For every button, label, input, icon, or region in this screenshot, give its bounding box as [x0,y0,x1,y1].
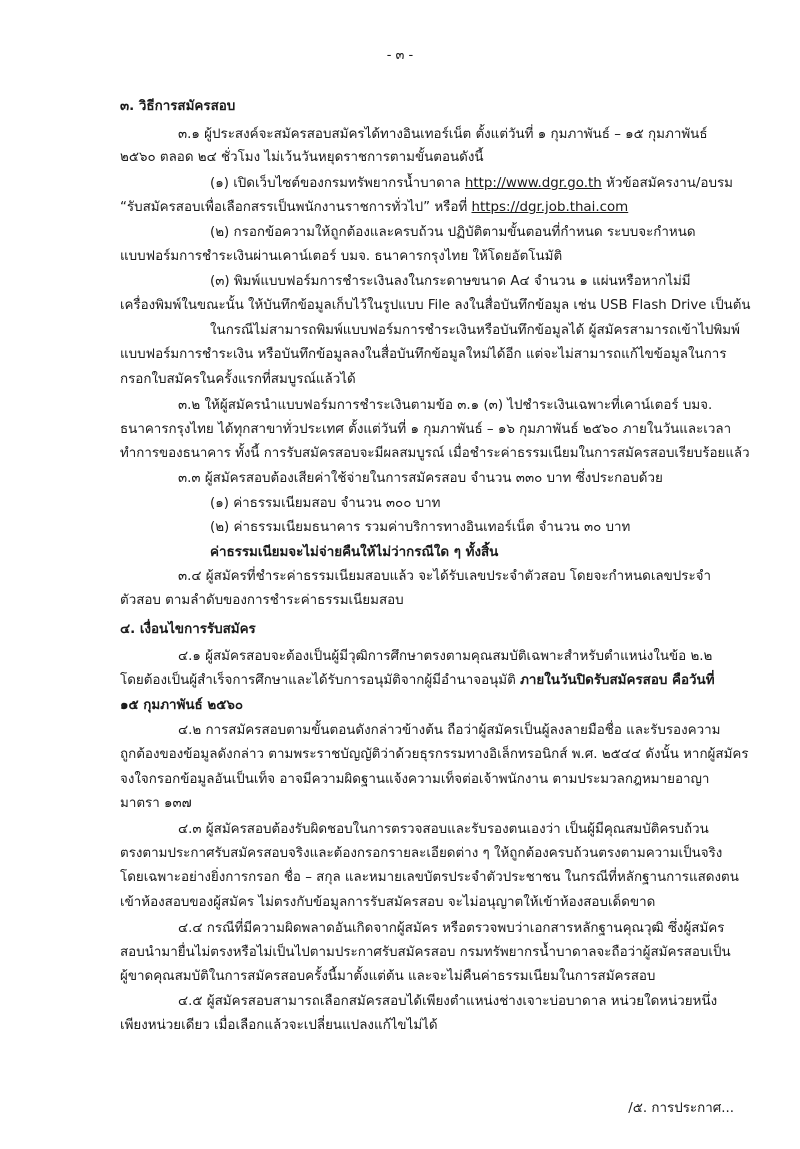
paragraph-4-4-line-3: ผู้ขาดคุณสมบัติในการสมัครสอบครั้งนี้มาตั้งแต่ต้น และจะไม่คืนค่าธรรมเนียมในการสมัครสอบ [120,969,656,984]
deadline-emphasis: ภายในวันปิดรับสมัครสอบ คือวันที่ [520,673,715,688]
paragraph-3-2-line-1: ๓.๒ ให้ผู้สมัครนำแบบฟอร์มการชำระเงินตามข้อ ๓.๑ (๓) ไปชำระเงินเฉพาะที่เคาน์เตอร์ บมจ. [178,398,713,413]
step-3-line-5: กรอกใบสมัครในครั้งแรกที่สมบูรณ์แล้วได้ [120,372,356,387]
dgr-website-link[interactable]: http://www.dgr.go.th [464,176,602,191]
step-2-line-1: (๒) กรอกข้อความให้ถูกต้องและครบถ้วน ปฏิบัติตามขั้นตอนที่กำหนด ระบบจะกำหนด [210,225,696,240]
paragraph-4-2-line-2: ถูกต้องของข้อมูลดังกล่าว ตามพระราชบัญญัติว่าด้วยธุรกรรมทางอิเล็กทรอนิกส์ พ.ศ. ๒๕๔๔ ดังนั้น หากผู้สมัคร [120,747,749,762]
paragraph-3-1-line-2: ๒๕๖๐ ตลอด ๒๔ ชั่วโมง ไม่เว้นวันหยุดราชการตามขั้นตอนดังนี้ [120,150,484,165]
section-3-heading: ๓. วิธีการสมัครสอบ [120,99,236,114]
non-refund-notice: ค่าธรรมเนียมจะไม่จ่ายคืนให้ไม่ว่ากรณีใด ๆ ทั้งสิ้น [210,545,499,560]
step-3-line-3: ในกรณีไม่สามารถพิมพ์แบบฟอร์มการชำระเงินหรือบันทึกข้อมูลได้ ผู้สมัครสามารถเข้าไปพิมพ์ [210,323,740,338]
step-2-line-2: แบบฟอร์มการชำระเงินผ่านเคาน์เตอร์ บมจ. ธนาคารกรุงไทย ให้โดยอัตโนมัติ [120,249,563,264]
step-1-line-1: (๑) เปิดเว็บไซต์ของกรมทรัพยากรน้ำบาดาล http://www.dgr.go.th หัวข้อสมัครงาน/อบรม [210,176,733,191]
paragraph-4-5-line-1: ๔.๕ ผู้สมัครสอบสามารถเลือกสมัครสอบได้เพียงตำแหน่งช่างเจาะบ่อบาดาล หน่วยใดหน่วยหนึ่ง [178,994,718,1009]
paragraph-4-2-line-4: มาตรา ๑๓๗ [120,796,192,811]
paragraph-4-2-line-3: จงใจกรอกข้อมูลอันเป็นเท็จ อาจมีความผิดฐานแจ้งความเท็จต่อเจ้าพนักงาน ตามประมวลกฎหมายอาญา [120,772,710,787]
paragraph-3-2-line-3: ทำการของธนาคาร ทั้งนี้ การรับสมัครสอบจะมีผลสมบูรณ์ เมื่อชำระค่าธรรมเนียมในการสมัครสอบเรียบร้อยแล้ว [120,446,750,461]
paragraph-3-3-line-1: ๓.๓ ผู้สมัครสอบต้องเสียค่าใช้จ่ายในการสมัครสอบ จำนวน ๓๓๐ บาท ซึ่งประกอบด้วย [178,471,663,486]
paragraph-4-1-line-3: ๑๕ กุมภาพันธ์ ๒๕๖๐ [120,698,244,713]
paragraph-4-5-line-2: เพียงหน่วยเดียว เมื่อเลือกแล้วจะเปลี่ยนแปลงแก้ไขไม่ได้ [120,1018,438,1033]
paragraph-4-4-line-2: สอบนำมายื่นไม่ตรงหรือไม่เป็นไปตามประกาศรับสมัครสอบ กรมทรัพยากรน้ำบาดาลจะถือว่าผู้สมัครสอบเป็น [120,945,731,960]
page-number: - ๓ - [386,48,414,63]
continuation-note: /๕. การประกาศ... [628,1101,734,1116]
paragraph-3-2-line-2: ธนาคารกรุงไทย ได้ทุกสาขาทั่วประเทศ ตั้งแต่วันที่ ๑ กุมภาพันธ์ – ๑๖ กุมภาพันธ์ ๒๕๖๐ ภายในวันและเวลา [120,422,732,437]
fee-item-2: (๒) ค่าธรรมเนียมธนาคาร รวมค่าบริการทางอินเทอร์เน็ต จำนวน ๓๐ บาท [210,520,631,535]
step-3-line-2: เครื่องพิมพ์ในขณะนั้น ให้บันทึกข้อมูลเก็บไว้ในรูปแบบ File ลงในสื่อบันทึกข้อมูล เช่น USB Flash Drive เป็นต้น [120,298,751,313]
fee-item-1: (๑) ค่าธรรมเนียมสอบ จำนวน ๓๐๐ บาท [210,496,441,511]
paragraph-4-3-line-2: ตรงตามประกาศรับสมัครสอบจริงและต้องกรอกรายละเอียดต่าง ๆ ให้ถูกต้องครบถ้วนตรงตามความเป็นจริง [120,846,723,861]
step-3-line-1: (๓) พิมพ์แบบฟอร์มการชำระเงินลงในกระดาษขนาด A๔ จำนวน ๑ แผ่นหรือหากไม่มี [210,274,691,289]
step-1-line-2: “รับสมัครสอบเพื่อเลือกสรรเป็นพนักงานราชการทั่วไป” หรือที่ https://dgr.job.thai.com [120,200,629,215]
paragraph-4-4-line-1: ๔.๔ กรณีที่มีความผิดพลาดอันเกิดจากผู้สมัคร หรือตรวจพบว่าเอกสารหลักฐานคุณวุฒิ ซึ่งผู้สมัคร [178,921,725,936]
paragraph-4-3-line-4: เข้าห้องสอบของผู้สมัคร ไม่ตรงกับข้อมูลการรับสมัครสอบ จะไม่อนุญาตให้เข้าห้องสอบเด็ดขาด [120,895,656,910]
paragraph-3-1-line-1: ๓.๑ ผู้ประสงค์จะสมัครสอบสมัครได้ทางอินเทอร์เน็ต ตั้งแต่วันที่ ๑ กุมภาพันธ์ – ๑๕ กุมภาพันธ์ [178,127,708,142]
paragraph-4-1-line-1: ๔.๑ ผู้สมัครสอบจะต้องเป็นผู้มีวุฒิการศึกษาตรงตามคุณสมบัติเฉพาะสำหรับตำแหน่งในข้อ ๒.๒ [178,649,713,664]
paragraph-3-4-line-2: ตัวสอบ ตามลำดับของการชำระค่าธรรมเนียมสอบ [120,593,404,608]
paragraph-4-3-line-1: ๔.๓ ผู้สมัครสอบต้องรับผิดชอบในการตรวจสอบและรับรองตนเองว่า เป็นผู้มีคุณสมบัติครบถ้วน [178,822,709,837]
job-website-link[interactable]: https://dgr.job.thai.com [471,200,629,215]
section-4-heading: ๔. เงื่อนไขการรับสมัคร [120,622,256,637]
paragraph-4-1-line-2: โดยต้องเป็นผู้สำเร็จการศึกษาและได้รับการอนุมัติจากผู้มีอำนาจอนุมัติ ภายในวันปิดรับสมัครสอบ คือวันที่ [120,673,715,688]
step-3-line-4: แบบฟอร์มการชำระเงิน หรือบันทึกข้อมูลลงในสื่อบันทึกข้อมูลใหม่ได้อีก แต่จะไม่สามารถแก้ไขข้อมูลในการ [120,347,727,362]
paragraph-3-4-line-1: ๓.๔ ผู้สมัครที่ชำระค่าธรรมเนียมสอบแล้ว จะได้รับเลขประจำตัวสอบ โดยจะกำหนดเลขประจำ [178,569,712,584]
paragraph-4-2-line-1: ๔.๒ การสมัครสอบตามขั้นตอนดังกล่าวข้างต้น ถือว่าผู้สมัครเป็นผู้ลงลายมือชื่อ และรับรองความ [178,723,721,738]
paragraph-4-3-line-3: โดยเฉพาะอย่างยิ่งการกรอก ชื่อ – สกุล และหมายเลขบัตรประจำตัวประชาชน ในกรณีที่หลักฐานการแสดงตน [120,870,739,885]
